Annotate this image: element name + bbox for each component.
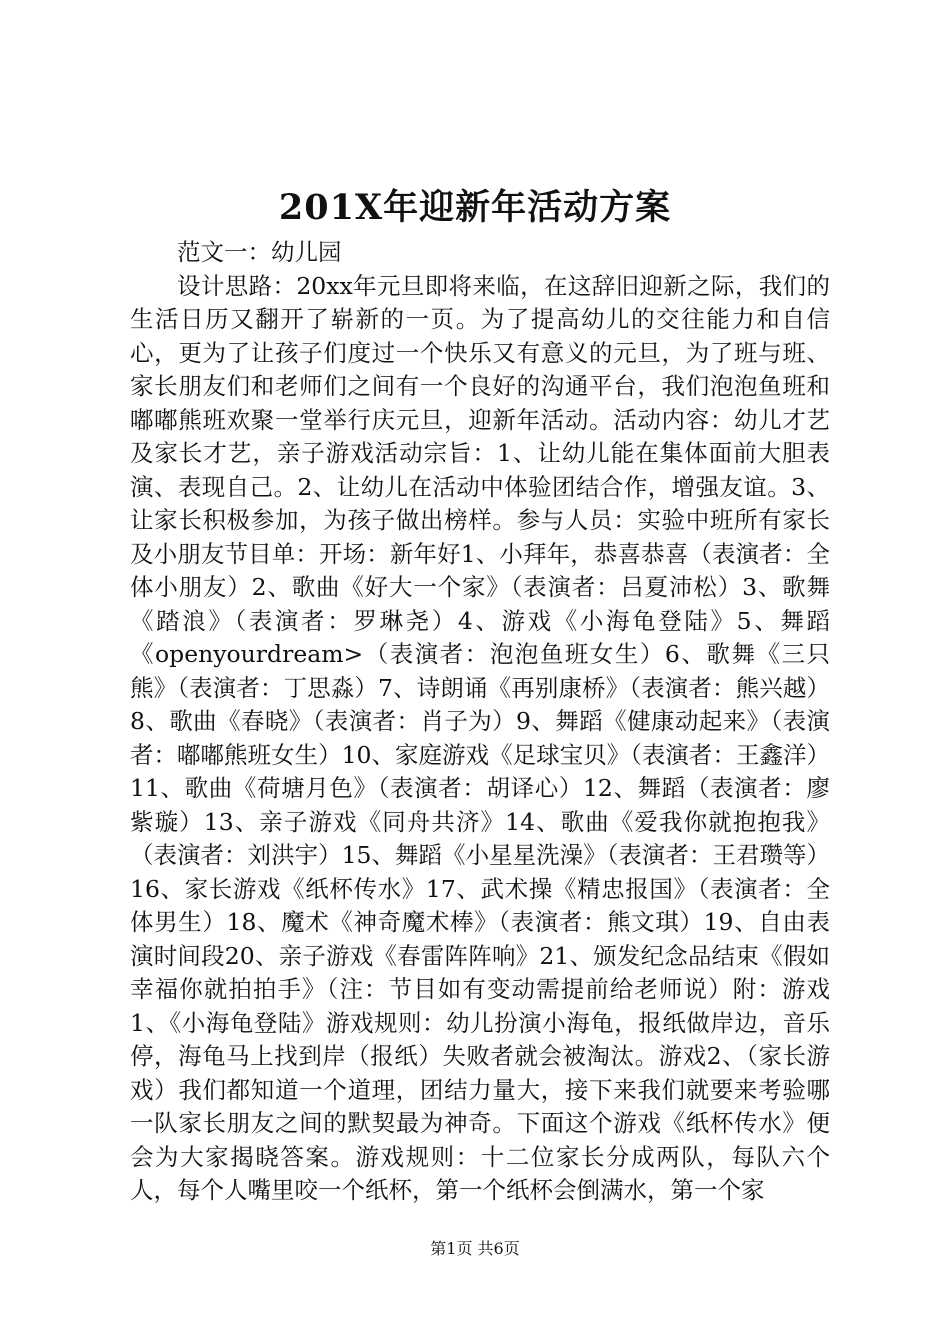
body-paragraph: 设计思路：20xx年元旦即将来临，在这辞旧迎新之际，我们的生活日历又翻开了崭新的一页。为了提高幼儿的交往能力和自信心，更为了让孩子们度过一个快乐又有意义的元旦，为了班与班、家长朋友们和老师们之间有一个良好的沟通平台，我们泡泡鱼班和嘟嘟熊班欢聚一堂举行庆元旦，迎新年活动。活动内容：幼儿才艺及家长才艺，亲子游戏活动宗旨：1、让幼儿能在集体面前大胆表演、表现自己。2、让幼儿在活动中体验团结合作，增强友谊。3、让家长积极参加，为孩子做出榜样。参与人员：实验中班所有家长及小朋友节目单：开场：新年好1、小拜年，恭喜恭喜（表演者：全体小朋友）2、歌曲《好大一个家》（表演者：吕夏沛松）3、歌舞《踏浪》（表演者：罗琳尧）4、游戏《小海龟登陆》5、舞蹈《openyourdream>（表演者：泡泡鱼班女生）6、歌舞《三只熊》（表演者：丁思淼）7、诗朗诵《再别康桥》（表演者：熊兴越）8、歌曲《春晓》（表演者：肖子为）9、舞蹈《健康动起来》（表演者：嘟嘟熊班女生）10、家庭游戏《足球宝贝》（表演者：王鑫洋）11、歌曲《荷塘月色》（表演者：胡译心）12、舞蹈（表演者：廖紫璇）13、亲子游戏《同舟共济》14、歌曲《爱我你就抱抱我》（表演者：刘洪宇）15、舞蹈《小星星洗澡》（表演者：王君瓒等）16、家长游戏《纸杯传水》17、武术操《精忠报国》（表演者：全体男生）18、魔术《神奇魔术棒》（表演者：熊文琪）19、自由表演时间段20、亲子游戏《春雷阵阵响》21、颁发纪念品结束《假如幸福你就拍拍手》（注：节目如有变动需提前给老师说）附：游戏1、《小海龟登陆》游戏规则：幼儿扮演小海龟，报纸做岸边，音乐停，海龟马上找到岸（报纸）失败者就会被淘汰。游戏2、（家长游戏）我们都知道一个道理，团结力量大，接下来我们就要来考验哪一队家长朋友之间的默契最为神奇。下面这个游戏《纸杯传水》便会为大家揭晓答案。游戏规则：十二位家长分成两队，每队六个人，每个人嘴里咬一个纸杯，第一个纸杯会倒满水，第一个家 <box>130 271 830 1204</box>
document-body <box>130 236 830 1208</box>
page-title: 201X年迎新年活动方案 <box>278 187 672 228</box>
section-subtitle: 范文一：幼儿园 <box>177 238 342 266</box>
page-number: 第1页 共6页 <box>430 1239 520 1258</box>
